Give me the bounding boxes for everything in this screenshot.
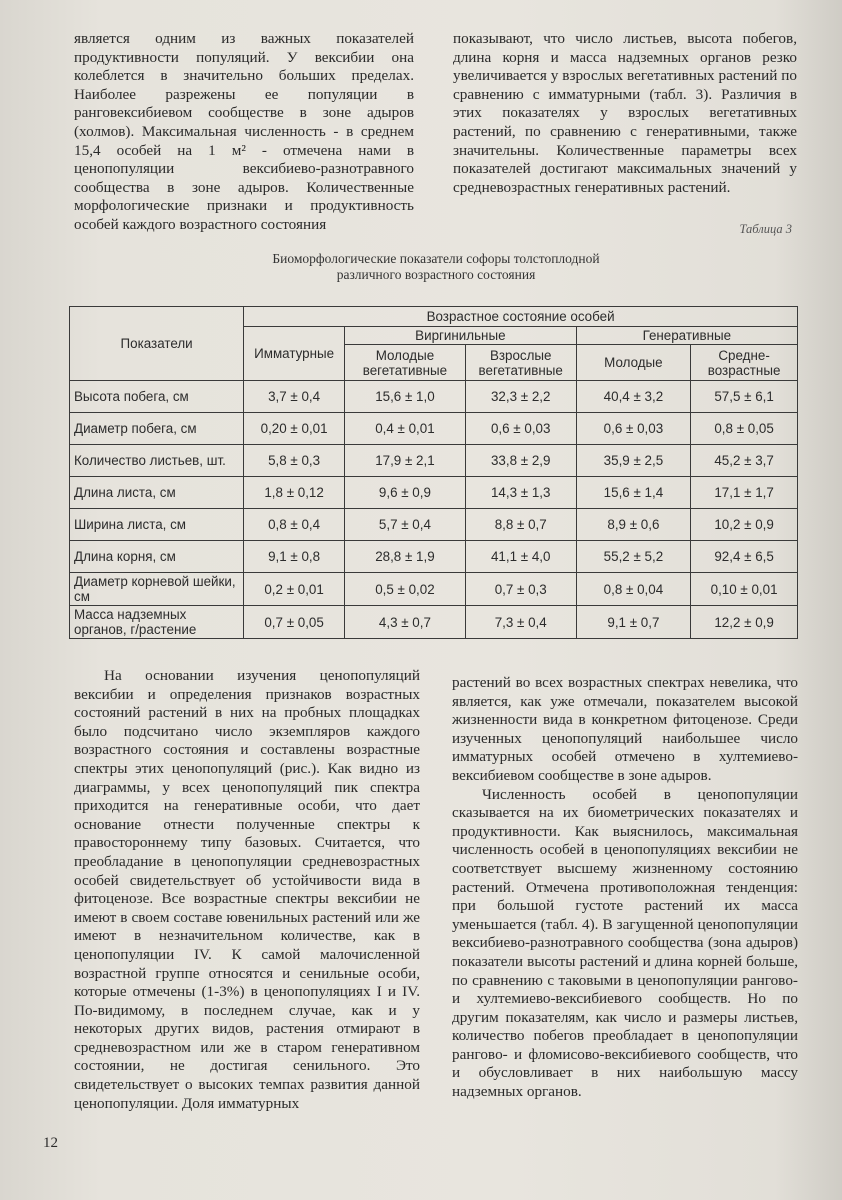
- table-cell: 0,7 ± 0,05: [244, 606, 345, 639]
- table-row: [70, 509, 798, 541]
- text-column-top-right: [453, 30, 797, 197]
- row-parameter-name: Диаметр побега, см: [70, 413, 244, 445]
- table-cell: 3,7 ± 0,4: [244, 381, 345, 413]
- table-cell: 92,4 ± 6,5: [691, 541, 798, 573]
- table-cell: 17,9 ± 2,1: [345, 445, 466, 477]
- table-row: [70, 606, 798, 639]
- table-cell: 8,9 ± 0,6: [576, 509, 691, 541]
- paragraph: показывают, что число листьев, высота побегов, длина корня и масса надземных органов резко увеличивается у взрослых вегетативных растений по сравнению с иммaтурными (табл. 3). Различия в этих показателях у взрослых вегетативных растений, по сравнению с генеративными, также значительны. Количественные параметры всех показателей достигают максимальных значений у средневозрастных генеративных растений.: [453, 30, 797, 196]
- table-row: [70, 445, 798, 477]
- table-cell: 33,8 ± 2,9: [465, 445, 576, 477]
- row-parameter-name: Ширина листа, см: [70, 509, 244, 541]
- header-immature: Имматурные: [244, 327, 345, 381]
- table-cell: 0,8 ± 0,04: [576, 573, 691, 606]
- header-params: Показатели: [70, 307, 244, 381]
- table-cell: 9,1 ± 0,8: [244, 541, 345, 573]
- row-parameter-name: Количество листьев, шт.: [70, 445, 244, 477]
- table-cell: 17,1 ± 1,7: [691, 477, 798, 509]
- table-cell: 0,8 ± 0,05: [691, 413, 798, 445]
- table-caption: [74, 251, 798, 283]
- table-cell: 55,2 ± 5,2: [576, 541, 691, 573]
- row-parameter-name: Высота побега, см: [70, 381, 244, 413]
- table-cell: 7,3 ± 0,4: [465, 606, 576, 639]
- text-column-bottom-right: [452, 674, 798, 1102]
- paragraph: На основании изучения ценопопуляций вексибии и определения признаков возрастных состояний растений в них на пробных площадках было подсчитано число экземпляров каждого возрастного состояния и составлены возрастные спектры этих ценопопуляций (рис.). Как видно из диаграммы, у всех ценопопуляций пик спектра приходится на генеративные особи, что дает основание отнести полученные спектры к правостороннему типу базовых. Считается, что преобладание в ценопопуляции средневозрастных особей свидетельствует об устойчивости вида в фитоценозе. Все возрастные спектры вексибии не имеют в своем составе ювенильных растений или же имеют в незначительном количестве, как в ценопопуляции IV. К самой малочисленной возрастной группе относятся и сенильные особи, которые отмечены (1-3%) в ценопопуляциях I и IV. По-видимому, в последнем случае, как и у некоторых других видов, растения отмирают в средневозрастном или же в старом генеративном состоянии, не достигая сенильного. Это свидетельствует о высоких темпах развития данной ценопопуляции. Доля имматурных: [74, 667, 420, 1112]
- table-row: [70, 381, 798, 413]
- table-cell: 14,3 ± 1,3: [465, 477, 576, 509]
- table-cell: 5,7 ± 0,4: [345, 509, 466, 541]
- caption-line: Биоморфологические показатели софоры толстоплодной: [272, 251, 600, 266]
- table-cell: 40,4 ± 3,2: [576, 381, 691, 413]
- table-cell: 0,8 ± 0,4: [244, 509, 345, 541]
- table-cell: 0,7 ± 0,3: [465, 573, 576, 606]
- row-parameter-name: Масса надземных органов, г/растение: [70, 606, 244, 639]
- header-generative: Генеративные: [576, 327, 797, 345]
- table-cell: 15,6 ± 1,0: [345, 381, 466, 413]
- table-cell: 0,5 ± 0,02: [345, 573, 466, 606]
- table-number-label: Таблица 3: [739, 222, 792, 236]
- table-cell: 0,6 ± 0,03: [576, 413, 691, 445]
- header-young-vegetative: Молодые вегетативные: [345, 345, 466, 381]
- row-parameter-name: Длина листа, см: [70, 477, 244, 509]
- paragraph: является одним из важных показателей продуктивности популяций. У вексибии она колеблется в значительно больших пределах. Наиболее разрежены ее популяции в ранговексибиевом сообществе в зоне адыров (холмов). Максимальная численность - в среднем 15,4 особей на 1 м² - отмечена нами в ценопопуляции вексибиево-разнотравного сообщества в зоне адыров. Количественные морфологические признаки и продуктивность особей каждого возрастного состояния: [74, 30, 414, 233]
- table-cell: 9,6 ± 0,9: [345, 477, 466, 509]
- table-cell: 28,8 ± 1,9: [345, 541, 466, 573]
- text-column-top-left: [74, 30, 414, 235]
- table-cell: 0,20 ± 0,01: [244, 413, 345, 445]
- header-virginile: Виргинильные: [345, 327, 577, 345]
- table-cell: 0,2 ± 0,01: [244, 573, 345, 606]
- page-number: 12: [43, 1135, 58, 1151]
- table-cell: 32,3 ± 2,2: [465, 381, 576, 413]
- table-row: [70, 573, 798, 606]
- table-cell: 1,8 ± 0,12: [244, 477, 345, 509]
- header-middle-generative: Средне-возрастные: [691, 345, 798, 381]
- table-cell: 35,9 ± 2,5: [576, 445, 691, 477]
- table-cell: 0,10 ± 0,01: [691, 573, 798, 606]
- table-body: [70, 381, 798, 639]
- caption-line: различного возрастного состояния: [336, 267, 536, 282]
- table-cell: 0,4 ± 0,01: [345, 413, 466, 445]
- table-cell: 4,3 ± 0,7: [345, 606, 466, 639]
- table-cell: 10,2 ± 0,9: [691, 509, 798, 541]
- table-cell: 9,1 ± 0,7: [576, 606, 691, 639]
- table-row: [70, 413, 798, 445]
- table-cell: 0,6 ± 0,03: [465, 413, 576, 445]
- paragraph: Численность особей в ценопопуляции сказывается на их биометрических показателях и продуктивности. Как выяснилось, максимальная численность особей в ценопопуляциях вексибии не соответствует высшему жизненному состоянию растений. Отмечена противоположная тенденция: при большой густоте растений их масса уменьшается (табл. 4). В загущенной ценопопуляции вексибиево-разнотравного сообщества (зона адыров) показатели высоты растений и длина корней больше, по сравнению с таковыми в ценопопуляции ранговo- и хултемиево-вексибиевого сообществ. Но по другим показателям, как число и размеры листьев, количество побегов преобладает в ценопопуляции ранговo- и фломисово-вексибиевого сообществ, что и обусловливает в них наибольшую массу надземных органов.: [452, 785, 798, 1101]
- table-cell: 41,1 ± 4,0: [465, 541, 576, 573]
- text-column-bottom-left: [74, 667, 420, 1113]
- header-young-generative: Молодые: [576, 345, 691, 381]
- table-cell: 8,8 ± 0,7: [465, 509, 576, 541]
- table-cell: 15,6 ± 1,4: [576, 477, 691, 509]
- header-adult-vegetative: Взрослые вегетативные: [465, 345, 576, 381]
- paragraph: растений во всех возрастных спектрах невелика, что является, как уже отмечали, показателем высокой жизненности вида в конкретном фитоценозе. Среди изученных ценопопуляций наибольшее число имматурных особей отмечено в хултемиево-вексибиевом сообществе в зоне адыров.: [452, 674, 798, 784]
- row-parameter-name: Длина корня, см: [70, 541, 244, 573]
- header-age-state: Возрастное состояние особей: [244, 307, 798, 327]
- table-cell: 12,2 ± 0,9: [691, 606, 798, 639]
- table-row: [70, 541, 798, 573]
- table-cell: 57,5 ± 6,1: [691, 381, 798, 413]
- biomorphology-table: [69, 306, 798, 639]
- table-row: [70, 477, 798, 509]
- table-cell: 5,8 ± 0,3: [244, 445, 345, 477]
- table-cell: 45,2 ± 3,7: [691, 445, 798, 477]
- row-parameter-name: Диаметр корневой шейки, см: [70, 573, 244, 606]
